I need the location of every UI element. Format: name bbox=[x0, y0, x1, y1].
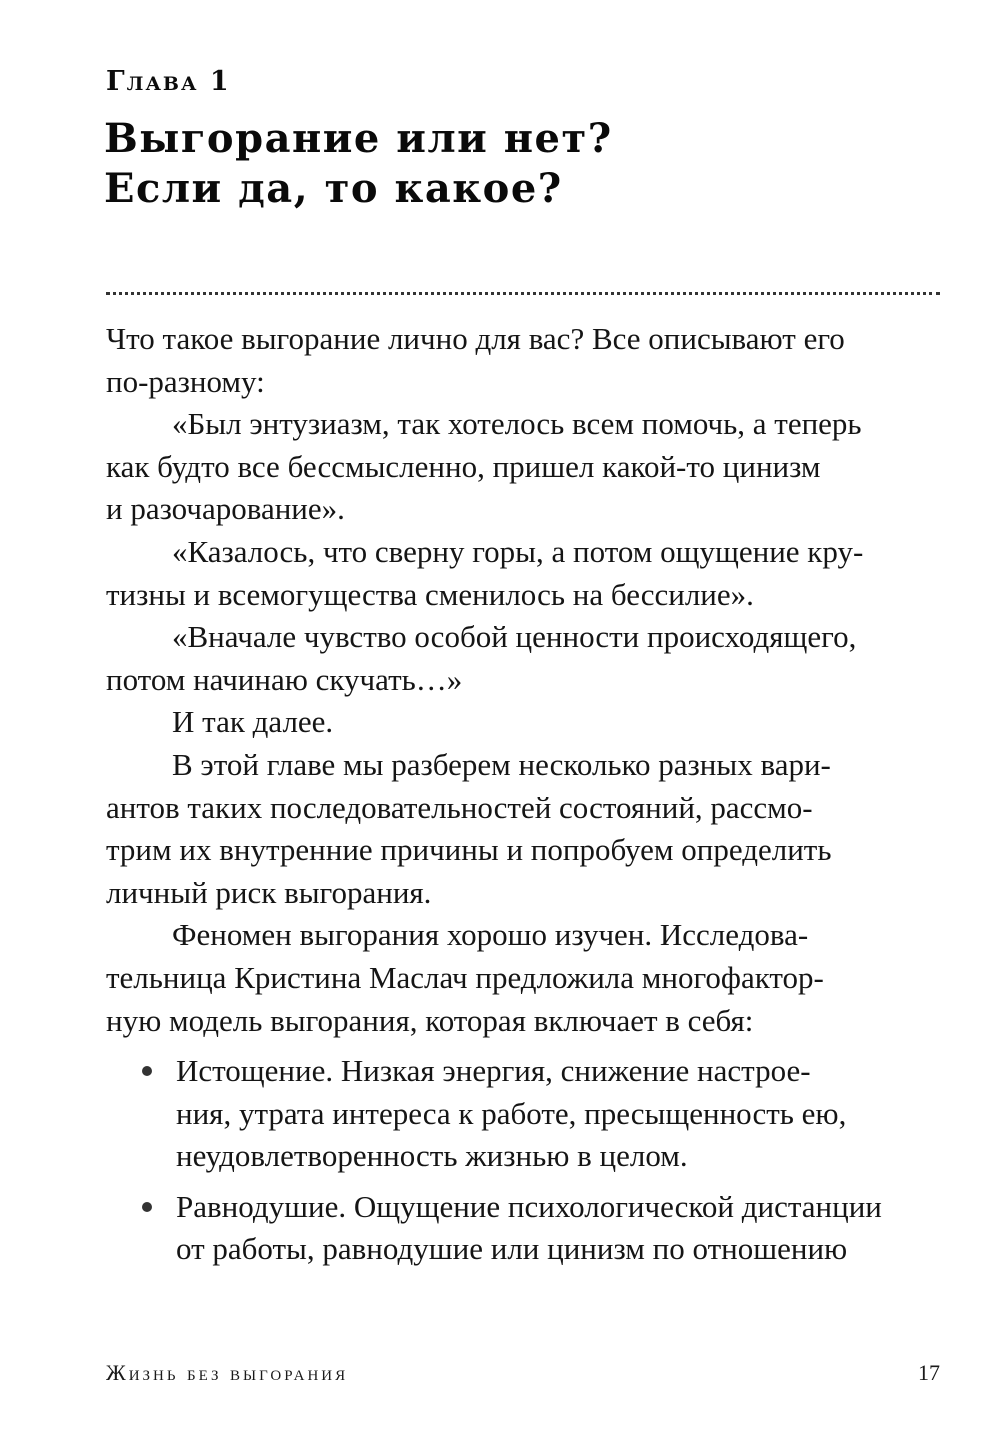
chapter-title-line: Выгорание или нет? bbox=[104, 115, 613, 162]
text-line: «Казалось, что сверну горы, а потом ощущение кру- bbox=[172, 533, 864, 569]
text-line: ную модель выгорания, которая включает в себя: bbox=[106, 1002, 754, 1038]
text-line: Равнодушие. Ощущение психологической дистанции bbox=[176, 1188, 882, 1224]
list-item bbox=[106, 1186, 942, 1271]
text-line: и разочарование». bbox=[106, 491, 345, 527]
paragraph-chapter-plan bbox=[106, 744, 942, 914]
chapter-label: Глава 1 bbox=[106, 66, 231, 97]
quote-3 bbox=[106, 616, 942, 701]
paragraph-intro bbox=[106, 318, 942, 403]
list-item bbox=[106, 1050, 942, 1178]
text-line: тельница Кристина Маслач предложила многофактор- bbox=[106, 959, 824, 995]
bullet-icon bbox=[142, 1066, 152, 1076]
text-line: личный риск выгорания. bbox=[106, 874, 432, 910]
paragraph-and-so-on bbox=[106, 701, 942, 744]
text-line: неудовлетворенность жизнью в целом. bbox=[176, 1138, 688, 1174]
text-line: от работы, равнодушие или цинизм по отношению bbox=[176, 1231, 848, 1267]
body-text bbox=[106, 318, 942, 1279]
text-line: И так далее. bbox=[172, 704, 334, 740]
text-line: «Был энтузиазм, так хотелось всем помочь, а теперь bbox=[172, 406, 862, 442]
text-line: по-разному: bbox=[106, 363, 265, 399]
quote-1 bbox=[106, 403, 942, 531]
running-title: Жизнь без выгорания bbox=[106, 1360, 349, 1385]
bullet-icon bbox=[142, 1202, 152, 1212]
chapter-title bbox=[104, 114, 613, 214]
text-line: тизны и всемогущества сменилось на бессилие». bbox=[106, 576, 754, 612]
text-line: Феномен выгорания хорошо изучен. Исследова- bbox=[172, 917, 809, 953]
text-line: ния, утрата интереса к работе, пресыщенность ею, bbox=[176, 1095, 847, 1131]
text-line: как будто все бессмысленно, пришел какой-то цинизм bbox=[106, 448, 821, 484]
text-line: трим их внутренние причины и попробуем определить bbox=[106, 832, 832, 868]
text-line: Истощение. Низкая энергия, снижение настрое- bbox=[176, 1053, 811, 1089]
text-line: В этой главе мы разберем несколько разных вари- bbox=[172, 746, 831, 782]
dotted-divider bbox=[106, 292, 940, 295]
quote-2 bbox=[106, 531, 942, 616]
paragraph-maslach bbox=[106, 914, 942, 1042]
page-footer bbox=[106, 1360, 940, 1386]
chapter-title-line: Если да, то какое? bbox=[104, 165, 563, 212]
text-line: антов таких последовательностей состояний, рассмо- bbox=[106, 789, 813, 825]
text-line: потом начинаю скучать…» bbox=[106, 661, 463, 697]
page-number: 17 bbox=[918, 1360, 940, 1385]
text-line: Что такое выгорание лично для вас? Все описывают его bbox=[106, 321, 845, 356]
text-line: «Вначале чувство особой ценности происходящего, bbox=[172, 619, 857, 655]
burnout-factors-list bbox=[106, 1050, 942, 1271]
